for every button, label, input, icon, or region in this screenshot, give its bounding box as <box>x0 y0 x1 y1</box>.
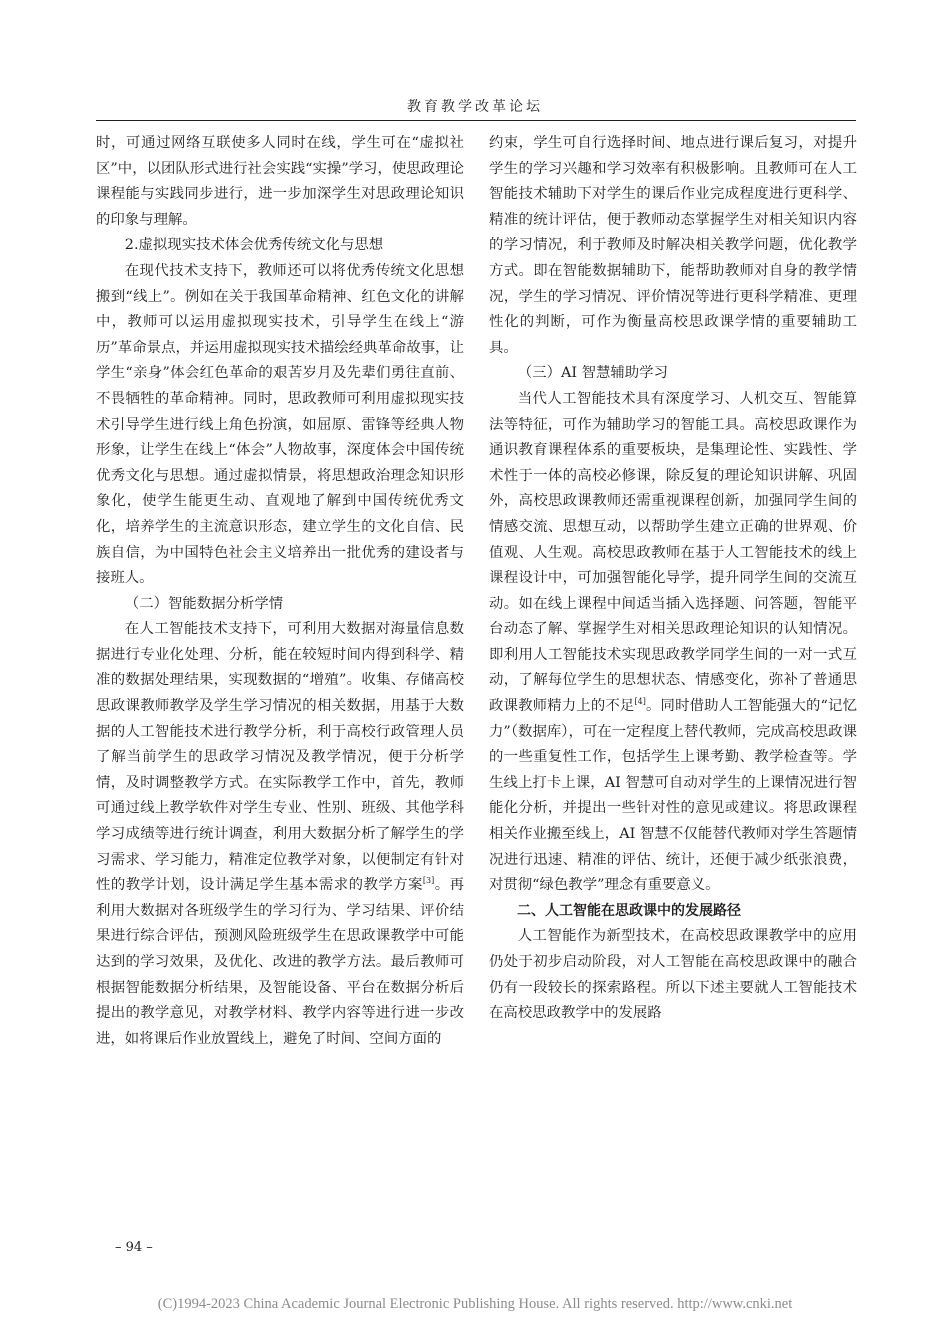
left-paragraph-3 <box>96 617 464 1052</box>
reference-4: [4] <box>634 697 646 707</box>
left-paragraph-3a: 在人工智能技术支持下，可利用大数据对海量信息数据进行专业化处理、分析，能在较短时间内得到科学、精准的数据处理结果，实现数据的“增殖”。收集、存储高校思政课教师教学及学生学习情况的相关数据，用基于大数据的人工智能技术进行教学分析，利于高校行政管理人员了解当前学生的思政学习情况及教学情况，便于分析学情，及时调整教学方式。在实际教学工作中，首先，教师可通过线上教学软件对学生专业、性别、班级、其他学科学习成绩等进行统计调查，利用大数据分析了解学生的学习需求、学习能力，精准定位教学对象，以便制定有针对性的教学计划，设计满足学生基本需求的教学方案 <box>96 621 464 894</box>
left-column <box>96 131 464 1052</box>
right-paragraph-2a: 当代人工智能技术具有深度学习、人机交互、智能算法等特征，可作为辅助学习的智能工具。高校思政课作为通识教育课程体系的重要板块，是集理论性、实践性、学术性于一体的高校必修课，除反复的理论知识讲解、巩固外，高校思政课教师还需重视课程创新，加强同学生间的情感交流、思想互动，以帮助学生建立正确的世界观、价值观、人生观。高校思政教师在基于人工智能技术的线上课程设计中，可加强智能化导学，提升同学生间的交流互动。如在线上课程中间适当插入选择题、问答题，智能平台动态了解、掌握学生对相关思政理论知识的认知情况。即利用人工智能技术实现思政教学同学生间的一对一式互动，了解每位学生的思想状态、情感变化，弥补了普通思政课教师精力上的不足 <box>489 390 857 715</box>
subsection-heading-vr: 2.虚拟现实技术体会优秀传统文化与思想 <box>124 237 384 254</box>
right-paragraph-3: 人工智能作为新型技术，在高校思政课教学中的应用仍处于初步启动阶段，对人工智能在高校思政课中的融合仍有一段较长的探索路程。所以下述主要就人工智能技术在高校思政教学中的发展路 <box>489 928 857 1022</box>
subsection-heading-data: （二）智能数据分析学情 <box>124 595 284 612</box>
copyright-notice: (C)1994-2023 China Academic Journal Electronic Publishing House. All rights reserved. http://www.cnki.net <box>157 1296 793 1312</box>
right-column <box>489 131 857 1027</box>
header-rule <box>96 120 856 121</box>
right-paragraph-2 <box>489 387 857 899</box>
left-paragraph-3b: 。再利用大数据对各班级学生的学习行为、学习结果、评价结果进行综合评估，预测风险班级学生在思政课教学中可能达到的学习效果，及优化、改进的教学方法。最后教师可根据智能数据分析结果，及智能设备、平台在数据分析后提出的教学意见，对教学材料、教学内容等进行进一步改进，如将课后作业放置线上，避免了时间、空间方面的 <box>96 877 464 1047</box>
journal-header: 教育教学改革论坛 <box>407 99 543 115</box>
left-paragraph-2: 在现代技术支持下，教师还可以将优秀传统文化思想搬到“线上”。例如在关于我国革命精神、红色文化的讲解中，教师可以运用虚拟现实技术，引导学生在线上“游历”革命景点，并运用虚拟现实技术描绘经典革命故事，让学生“亲身”体会红色革命的艰苦岁月及先辈们勇往直前、不畏牺牲的革命精神。同时，思政教师可利用虚拟现实技术引导学生进行线上角色扮演，如屈原、雷锋等经典人物形象，让学生在线上“体会”人物故事，深度体会中国传统优秀文化与思想。通过虚拟情景，将思想政治理念知识形象化，使学生能更生动、直观地了解到中国传统优秀文化，培养学生的主流意识形态，建立学生的文化自信、民族自信，为中国特色社会主义培养出一批优秀的建设者与接班人。 <box>96 262 464 587</box>
right-paragraph-1: 约束，学生可自行选择时间、地点进行课后复习，对提升学生的学习兴趣和学习效率有积极影响。且教师可在人工智能技术辅助下对学生的课后作业完成程度进行更科学、精准的统计评估，便于教师动态掌握学生对相关知识内容的学习情况，利于教师及时解决相关教学问题，优化教学方式。即在智能数据辅助下，能帮助教师对自身的教学情况，学生的学习情况、评价情况等进行更科学精准、更理性化的判断，可作为衡量高校思政课学情的重要辅助工具。 <box>489 135 857 356</box>
page-number: – 94 – <box>115 1240 153 1255</box>
subsection-heading-ai: （三）AI 智慧辅助学习 <box>517 365 668 382</box>
reference-3: [3] <box>422 876 435 886</box>
left-paragraph-1: 时，可通过网络互联使多人同时在线，学生可在“虚拟社区”中，以团队形式进行社会实践“实操”学习，使思政理论课程能与实践同步进行，进一步加深学生对思政理论知识的印象与理解。 <box>96 135 464 228</box>
section-heading-development: 二、人工智能在思政课中的发展路径 <box>517 902 741 919</box>
right-paragraph-2b: 。同时借助人工智能强大的“记忆力”（数据库），可在一定程度上替代教师，完成高校思政课的一些重复性工作，包括学生上课考勤、教学检查等。学生线上打卡上课，AI 智慧可自动对学生的上课情况进行智能化分析，并提出一些针对性的意见或建议。将思政课程相关作业搬至线上，AI 智慧不仅能替代教师对学生答题情况进行迅速、精准的评估、统计，还便于减少纸张浪费，对贯彻“绿色教学”理念有重要意义。 <box>489 698 857 894</box>
